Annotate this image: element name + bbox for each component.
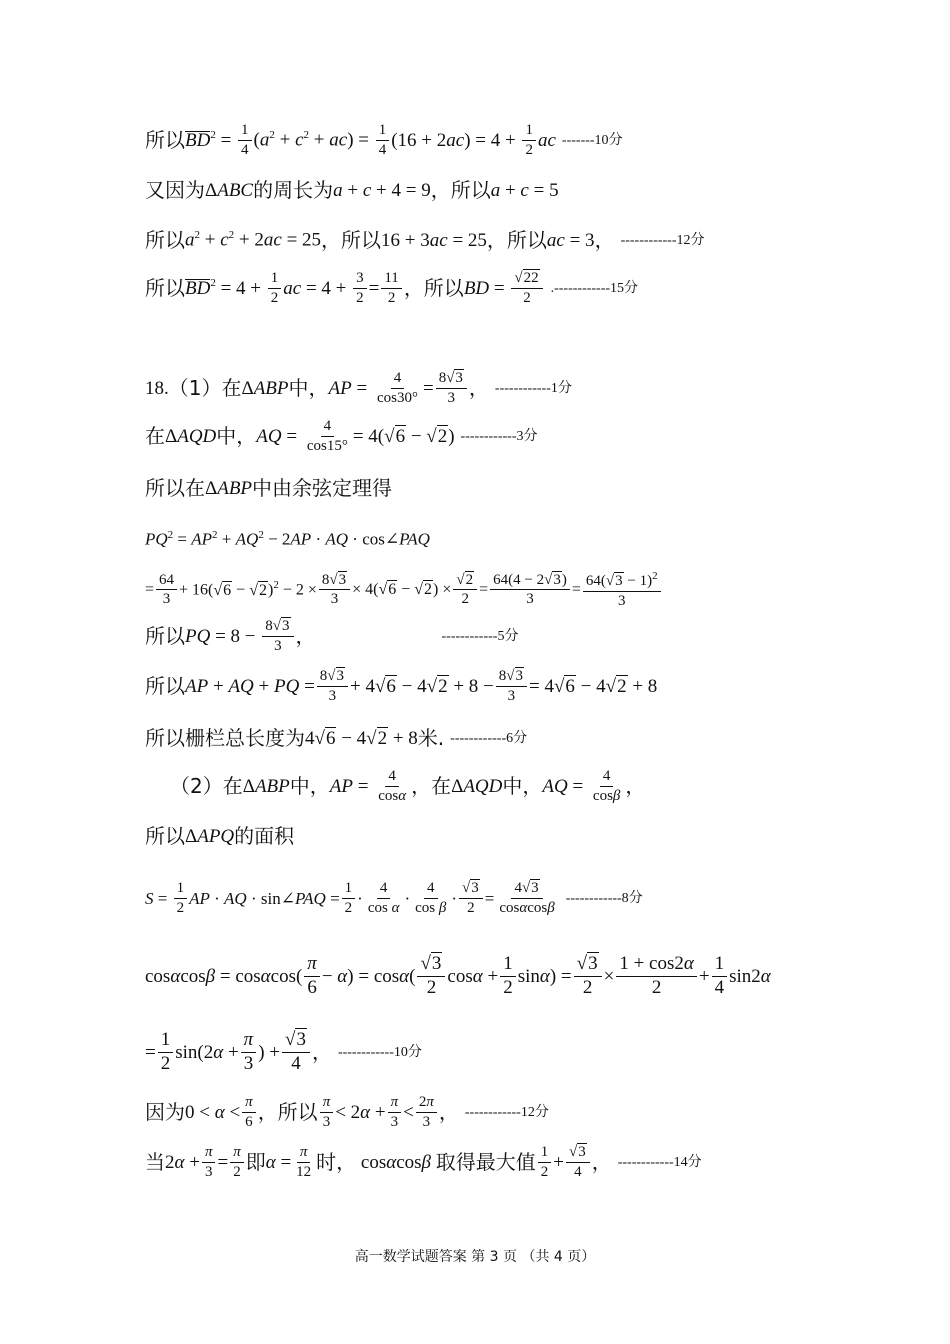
line-area-label: 所以 ΔAPQ 的面积 — [145, 824, 295, 848]
score-marker: .------------15分 — [550, 279, 639, 296]
score-marker: ------------14分 — [617, 1153, 702, 1170]
line-maximum: 当 2α + $\frac{\pi}{3}$ = $\frac{\pi}{2}$ 即 α = $\frac{\pi}{12}$ 时， cosαcosβ 取得最大值 $\frac{1}{2}$ + $\frac{√3}{4}$ ， ------------14分 — [145, 1144, 702, 1180]
line-18-part2: （2）在 ΔABP 中， AP = $\frac{4}{\cos\alpha}$ ，在 ΔAQD 中， AQ = $\frac{4}{\cos\beta}$ ， — [170, 768, 646, 804]
fraction: $\frac{1}{4}$ — [238, 122, 252, 158]
score-marker: -------10分 — [561, 131, 623, 148]
score-marker: ------------1分 — [494, 379, 572, 396]
line-total-length: 所以 AP + AQ + PQ = $\frac{8√3}{3}$ + 4√6 − 4√2 + 8 − $\frac{8√3}{3}$ = 4√6 − 4√2 + 8 — [145, 668, 658, 704]
line-perimeter: 又因为 ΔABC 的周长为 a + c + 4 = 9 ，所以 a + c = 5 — [145, 178, 559, 202]
line-pq-formula: $PQ^2 = AP^2 + AQ^2 - 2AP$ · AQ · cos∠PAQ — [145, 529, 430, 549]
line-bd-squared: 所以 $BD^2$ = $\frac{1}{4}$ $(a^2 + c^2 + ac)$ = $\frac{1}{4}$ (16 + 2ac) = 4 + $\frac{1}{2}$ ac -------10分 — [145, 122, 623, 158]
line-area-formula: S = $\frac{1}{2}$ AP · AQ · sin∠PAQ = $\frac{1}{2}$ · $\frac{4}{\text{cos α}}$ · $\frac{4}{\text{cos β}}$ · $\frac{√3}{2}$ = $\frac{4√3}{\cos\alpha\cos\beta}$ ------------8分 — [145, 880, 643, 916]
problem-number: 18. — [145, 377, 169, 399]
line-18-part1: 18. （1）在 ΔABP 中， AP = $\frac{4}{\cos 30^\circ}$ = $\frac{8√3}{3}$ ， ------------1分 — [145, 370, 572, 406]
line-pq-result: 所以 PQ = 8 − $\frac{8√3}{3}$ ， ------------5分 — [145, 618, 519, 654]
line-aq: 在 ΔAQD 中， AQ = $\frac{4}{\cos 15^\circ}$ = 4(√6 − √2) ------------3分 — [145, 418, 538, 454]
text-suoyi: 所以 — [145, 128, 185, 152]
line-range: 因为 0 < α < $\frac{\pi}{6}$ ，所以 $\frac{\pi}{3}$ < 2α + $\frac{\pi}{3}$ < $\frac{2\pi}{3}$ ， ------------12分 — [145, 1094, 549, 1130]
score-marker: ------------8分 — [565, 889, 643, 906]
line-cos-product: cosαcosβ = cosαcos( $\frac{\pi}{6}$ − α) = cosα( $\frac{√3}{2}$ cosα + $\frac{1}{2}$ sinα) = $\frac{√3}{2}$ × $\frac{1 + \cos 2\alpha}{2}$ + $\frac{1}{4}$ sin2α — [145, 953, 771, 998]
line-cosine-law: 所以在 ΔABP 中由余弦定理得 — [145, 476, 393, 500]
line-ac-value: 所以 $a^2 + c^2 + 2ac = 25$ ，所以 16 + 3ac = 25 ，所以 ac = 3 ， ------------12分 — [145, 228, 705, 252]
fraction: $\frac{1}{2}$ — [522, 122, 536, 158]
math-bd-vector: $BD^2$ — [185, 129, 216, 151]
score-marker: ------------12分 — [620, 231, 705, 248]
score-marker: ------------6分 — [450, 729, 528, 746]
score-marker: ------------10分 — [337, 1043, 422, 1060]
line-fence-length: 所以栅栏总长度为 4√6 − 4√2 + 8 米. ------------6分 — [145, 726, 528, 750]
score-marker: ------------12分 — [464, 1103, 549, 1120]
score-marker: ------------3分 — [460, 427, 538, 444]
line-sin-form: = $\frac{1}{2}$ sin(2α + $\frac{\pi}{3}$ ) + $\frac{√3}{4}$ ， ------------10分 — [145, 1029, 422, 1074]
line-bd-result: 所以 $BD^2$ = 4 + $\frac{1}{2}$ ac = 4 + $\frac{3}{2}$ = $\frac{11}{2}$ ，所以 BD = $\frac{√22}{2}$ .------------15分 — [145, 270, 639, 306]
line-pq-expansion: = $\frac{64}{3}$ + $16(√6 - √2)^2 - 2$ × $\frac{8√3}{3}$ × 4(√6 − √2) × $\frac{√2}{2}$ = $\frac{64(4 - 2√3)}{3}$ = $\frac{64(√3 - 1)^2}{3}$ — [145, 570, 663, 609]
fraction: $\frac{1}{4}$ — [376, 122, 390, 158]
page-footer: 高一数学试题答案 第 3 页 （共 4 页） — [354, 1249, 596, 1265]
score-marker: ------------5分 — [441, 627, 519, 644]
